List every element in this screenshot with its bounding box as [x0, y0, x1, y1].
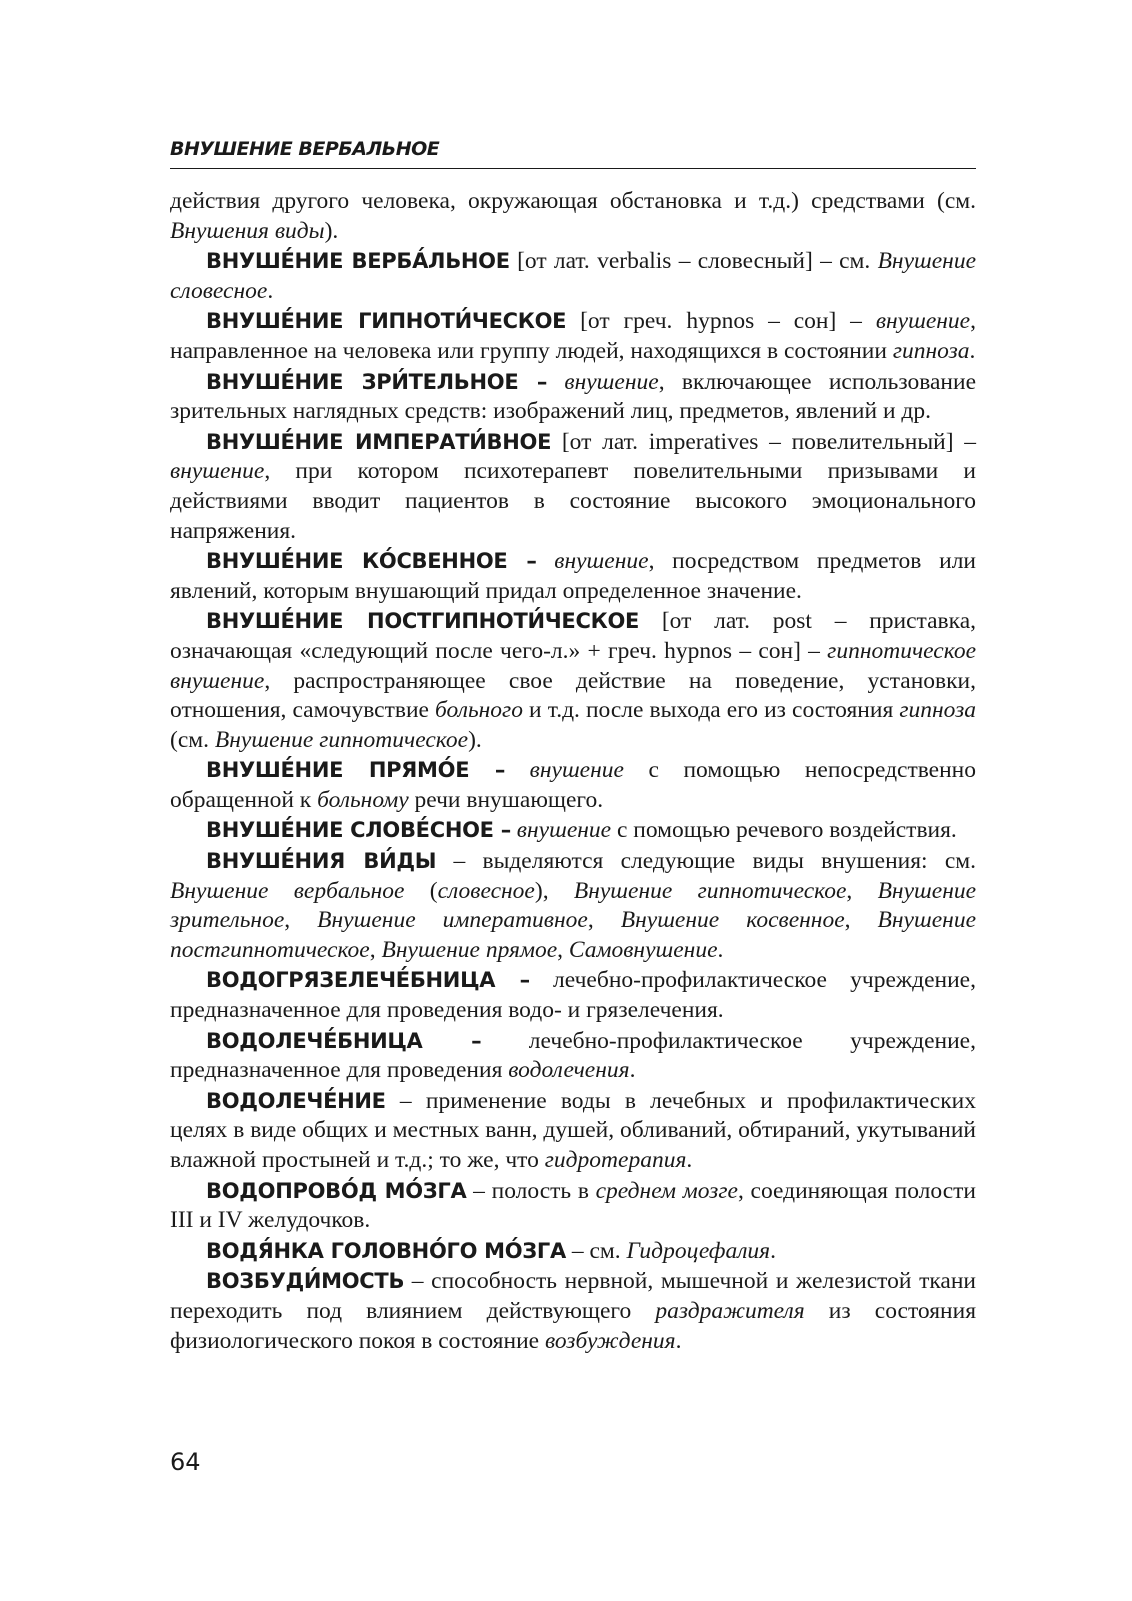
entry-term: ВНУШЕ́НИЕ ИМПЕРАТИ́ВНОЕ — [206, 429, 552, 454]
entry-text: . — [686, 1147, 693, 1173]
cross-reference: внушение — [564, 368, 659, 395]
entry-text: ), — [534, 877, 574, 904]
cross-reference: Внушение постгипнотическое — [170, 907, 976, 963]
entry-text: действия другого человека, окружающая обстановка и т.д.) средствами (см. — [170, 188, 976, 214]
entry-term: ВНУШЕ́НИЕ СЛОВЕ́СНОЕ – — [206, 818, 511, 843]
running-header: ВНУШЕНИЕ ВЕРБАЛЬНОЕ — [170, 138, 976, 169]
cross-reference: внушение — [554, 548, 649, 575]
entry-term: ВНУШЕ́НИЕ ПРЯМО́Е – — [206, 758, 506, 783]
entry-term: ВОДОЛЕЧЕ́НИЕ — [206, 1088, 386, 1113]
cross-reference: Внушение прямое — [381, 936, 558, 963]
cross-reference: гипноза — [899, 697, 977, 724]
entry-text: и т.д. после выхода его из состояния — [522, 697, 900, 724]
entry-text: , — [284, 907, 318, 934]
entry-text: – см. — [565, 1237, 627, 1264]
entry-term: ВОДОЛЕЧЕ́БНИЦА – — [206, 1028, 482, 1053]
cross-reference: Внушение зрительное — [170, 877, 977, 934]
cross-reference: гидротерапия — [544, 1147, 687, 1173]
dictionary-entry — [170, 756, 976, 815]
cross-reference: внушение — [516, 817, 612, 844]
entry-text: . — [267, 277, 274, 304]
cross-reference: Внушение словесное — [170, 248, 977, 304]
entry-text: лечебно-профилактическое учреждение, предназначенное для проведения — [170, 1027, 976, 1084]
page-body — [170, 138, 976, 1357]
entry-term: ВОДЯ́НКА ГОЛОВНО́ГО МО́ЗГА — [206, 1238, 566, 1263]
entry-text: , — [844, 907, 878, 934]
entry-text: с помощью непосредственно обращенной к — [170, 757, 977, 813]
dictionary-entry — [170, 187, 976, 246]
cross-reference: водолечения — [508, 1057, 630, 1084]
page-number: 64 — [170, 1448, 201, 1476]
entry-text — [547, 369, 564, 395]
entry-text: . — [969, 337, 976, 364]
cross-reference: Внушение косвенное — [620, 907, 845, 934]
dictionary-entry — [170, 966, 976, 1025]
entry-term: ВНУШЕ́НИЯ ВИ́ДЫ — [206, 849, 437, 874]
entry-text: лечебно-профилактическое учреждение, предназначенное для проведения водо- и грязелечения. — [170, 967, 976, 1024]
entry-text — [505, 757, 530, 783]
entry-text: [от греч. hypnos – сон] – — [566, 308, 876, 335]
cross-reference: внушение — [875, 308, 971, 335]
entry-term: ВОЗБУДИ́МОСТЬ — [206, 1269, 405, 1294]
entry-text: . — [629, 1057, 636, 1084]
cross-reference: Внушение вербальное — [170, 877, 405, 904]
dictionary-entry — [170, 547, 976, 606]
cross-reference: раздражителя — [655, 1297, 805, 1324]
entry-text — [537, 548, 555, 574]
entry-text: с помощью речевого воздействия. — [611, 817, 957, 844]
entry-term: ВНУШЕ́НИЕ ПОСТГИПНОТИ́ЧЕСКОЕ — [206, 609, 640, 634]
cross-reference: среднем мозге — [595, 1177, 738, 1204]
cross-reference: Гидроцефалия — [626, 1237, 771, 1264]
cross-reference: возбуждения — [544, 1327, 676, 1354]
dictionary-entry — [170, 1177, 976, 1236]
entry-text: – способность нервной, мышечной и железистой ткани переходить под влиянием действующего — [170, 1268, 976, 1324]
cross-reference: больному — [317, 786, 409, 813]
entry-text: , направленное на человека или группу людей, находящихся в состоянии — [170, 308, 976, 364]
entry-text: , — [846, 877, 878, 904]
entry-text: ( — [404, 877, 438, 904]
entry-text: . — [717, 936, 724, 963]
entry-text: из состояния физиологического покоя в состояние — [170, 1297, 977, 1354]
cross-reference: гипнотическое внушение — [170, 637, 976, 694]
dictionary-entry — [170, 1237, 976, 1267]
entry-text: [от лат. post – приставка, означающая «следующий после чего-л.» + греч. hypnos – сон] – — [170, 608, 976, 664]
dictionary-entry — [170, 1087, 976, 1176]
entry-term: ВНУШЕ́НИЕ ВЕРБА́ЛЬНОЕ — [206, 249, 510, 274]
entry-term: ВНУШЕ́НИЕ ЗРИ́ТЕЛЬНОЕ – — [206, 369, 548, 394]
dictionary-entry — [170, 307, 976, 366]
entry-text: . — [675, 1327, 682, 1354]
entry-text: , — [369, 936, 382, 963]
cross-reference: внушение — [170, 458, 265, 485]
cross-reference: словесное — [437, 877, 535, 904]
entry-text: (см. — [170, 726, 215, 753]
dictionary-entry — [170, 1027, 976, 1086]
cross-reference: Внушение гипнотическое — [573, 877, 847, 904]
cross-reference: внушение — [529, 757, 624, 784]
entry-text: [от лат. verbalis – словесный] – см. — [509, 248, 878, 275]
entry-text: – применение воды в лечебных и профилактических целях в виде общих и местных ванн, душей, обливаний, обтираний, укутываний влажной простыней и т.д.; то же, что — [170, 1087, 976, 1173]
entry-text: , распространяющее свое действие на поведение, установки, отношения, самочувствие — [170, 667, 976, 724]
entry-text: ). — [468, 726, 482, 753]
entry-term: ВОДОГРЯЗЕЛЕЧЕ́БНИЦА – — [206, 968, 530, 993]
entry-term: ВНУШЕ́НИЕ КО́СВЕННОЕ – — [206, 549, 537, 574]
cross-reference: больного — [435, 697, 523, 724]
dictionary-entry — [170, 1267, 976, 1356]
dictionary-entries — [170, 187, 976, 1356]
entry-text: , при котором психотерапевт повелительными призывами и действиями вводит пациентов в состояние высокого эмоционального напряжения. — [170, 458, 976, 544]
entry-text: речи внушающего. — [408, 786, 604, 813]
entry-term: ВНУШЕ́НИЕ ГИПНОТИ́ЧЕСКОЕ — [206, 309, 567, 334]
cross-reference: Самовнушение — [568, 936, 718, 963]
entry-text: – выделяются следующие виды внушения: см. — [436, 848, 976, 875]
dictionary-entry — [170, 816, 976, 846]
entry-text: , — [587, 907, 621, 934]
entry-text: – полость в — [466, 1177, 596, 1204]
cross-reference: Внушение гипнотическое — [214, 726, 469, 753]
entry-text: , — [557, 936, 569, 963]
cross-reference: Внушение императивное — [317, 907, 588, 934]
entry-text: ). — [324, 217, 339, 244]
entry-text: , включающее использование зрительных наглядных средств: изображений лиц, предметов, явлений и др. — [170, 368, 977, 425]
entry-term: ВОДОПРОВО́Д МО́ЗГА — [206, 1178, 467, 1203]
dictionary-entry — [170, 847, 976, 965]
cross-reference: гипноза — [892, 337, 970, 364]
entry-text: , посредством предметов или явлений, которым внушающий придал определенное значение. — [170, 548, 976, 604]
dictionary-entry — [170, 368, 976, 427]
entry-text: . — [770, 1237, 776, 1264]
dictionary-entry — [170, 428, 976, 546]
cross-reference: Внушения виды — [170, 217, 325, 244]
entry-text: [от лат. imperatives – повелительный] – — [551, 428, 976, 455]
dictionary-entry — [170, 607, 976, 755]
dictionary-entry — [170, 247, 976, 306]
entry-text: , соединяющая полости III и IV желудочков. — [170, 1177, 976, 1234]
